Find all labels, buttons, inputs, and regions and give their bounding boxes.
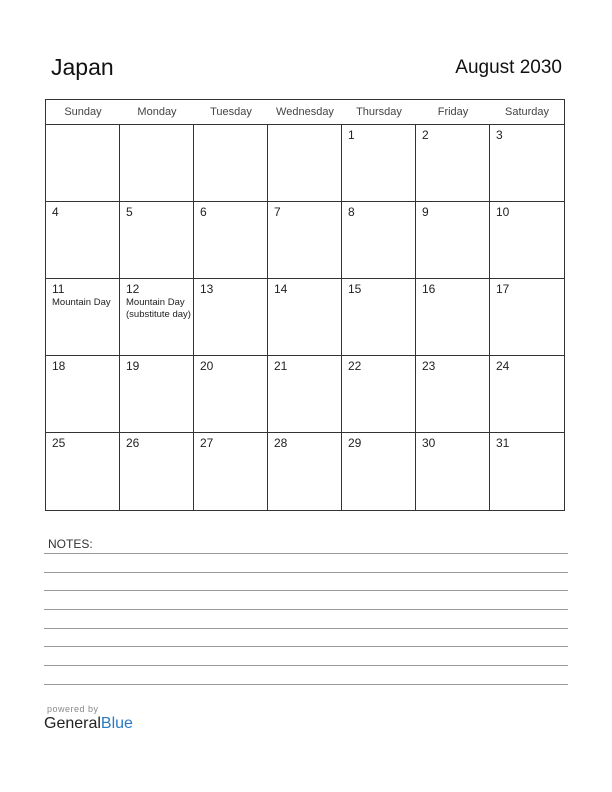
- country-title: Japan: [51, 54, 114, 80]
- day-number: 20: [200, 359, 214, 373]
- day-number: 25: [52, 436, 66, 450]
- day-number: 13: [200, 282, 214, 296]
- day-cell: [268, 202, 342, 279]
- note-line: [44, 684, 568, 685]
- day-cell: [120, 202, 194, 279]
- powered-by-text: powered by: [47, 704, 99, 714]
- weekday-header: Wednesday: [276, 106, 334, 118]
- day-number: 2: [422, 128, 429, 142]
- day-cell: [342, 356, 416, 433]
- weekday-header: Friday: [437, 106, 469, 118]
- day-number: 12: [126, 282, 140, 296]
- day-cell: [342, 125, 416, 202]
- day-number: 26: [126, 436, 140, 450]
- notes-label: NOTES:: [48, 537, 93, 551]
- day-number: 18: [52, 359, 66, 373]
- note-line: [44, 665, 568, 666]
- day-cell: [120, 433, 194, 510]
- day-cell: [120, 125, 194, 202]
- note-line: [44, 628, 568, 629]
- day-cell: [416, 279, 490, 356]
- day-cell: [342, 279, 416, 356]
- weekday-header: Saturday: [504, 106, 550, 118]
- day-number: 6: [200, 205, 207, 219]
- day-cell: [490, 279, 564, 356]
- day-cell: [194, 125, 268, 202]
- day-cell: [46, 202, 120, 279]
- day-cell: [342, 433, 416, 510]
- day-number: 16: [422, 282, 436, 296]
- day-cell: [416, 356, 490, 433]
- calendar-grid: [45, 99, 565, 511]
- day-cell: [46, 279, 120, 356]
- day-number: 28: [274, 436, 288, 450]
- day-number: 17: [496, 282, 510, 296]
- day-cell: [120, 279, 194, 356]
- day-cell: [194, 279, 268, 356]
- day-number: 27: [200, 436, 214, 450]
- weekday-header: Monday: [137, 106, 177, 118]
- day-cell: [490, 125, 564, 202]
- brand-logo: [44, 704, 133, 733]
- day-number: 19: [126, 359, 140, 373]
- month-title: August 2030: [455, 57, 562, 78]
- day-cell: [120, 356, 194, 433]
- day-cell: [490, 356, 564, 433]
- day-number: 11: [52, 282, 65, 296]
- day-number: 14: [274, 282, 288, 296]
- day-number: 21: [274, 359, 288, 373]
- day-number: 4: [52, 205, 59, 219]
- day-cell: [416, 125, 490, 202]
- day-cell: [490, 202, 564, 279]
- note-line: [44, 590, 568, 591]
- day-cell: [46, 356, 120, 433]
- day-number: 23: [422, 359, 436, 373]
- brand-name-general: General: [44, 715, 101, 732]
- day-number: 15: [348, 282, 362, 296]
- day-cell: [194, 202, 268, 279]
- day-number: 31: [496, 436, 510, 450]
- calendar-weeks: [46, 125, 564, 510]
- day-number: 29: [348, 436, 362, 450]
- brand-name: [44, 715, 133, 733]
- day-cell: [416, 202, 490, 279]
- day-cell: [46, 433, 120, 510]
- weekday-header-row: [46, 100, 564, 125]
- day-cell: [416, 433, 490, 510]
- note-line: [44, 609, 568, 610]
- holiday-label: Mountain Day: [52, 297, 111, 308]
- day-cell: [194, 433, 268, 510]
- weekday-header: Thursday: [356, 106, 402, 118]
- day-cell: [490, 433, 564, 510]
- day-cell: [342, 202, 416, 279]
- note-line: [44, 572, 568, 573]
- day-number: 9: [422, 205, 429, 219]
- day-cell: [268, 125, 342, 202]
- day-number: 3: [496, 128, 503, 142]
- note-line: [44, 553, 568, 554]
- day-cell: [268, 433, 342, 510]
- holiday-label: Mountain Day (substitute day): [126, 297, 191, 320]
- day-cell: [46, 125, 120, 202]
- day-number: 30: [422, 436, 436, 450]
- day-cell: [194, 356, 268, 433]
- day-number: 5: [126, 205, 133, 219]
- note-line: [44, 646, 568, 647]
- weekday-header: Sunday: [64, 106, 102, 118]
- weekday-header: Tuesday: [210, 106, 252, 118]
- day-number: 1: [348, 128, 355, 142]
- brand-name-blue: Blue: [100, 715, 133, 732]
- day-number: 24: [496, 359, 510, 373]
- day-number: 10: [496, 205, 510, 219]
- day-number: 7: [274, 205, 281, 219]
- day-cell: [268, 356, 342, 433]
- day-cell: [268, 279, 342, 356]
- day-number: 8: [348, 205, 355, 219]
- day-number: 22: [348, 359, 362, 373]
